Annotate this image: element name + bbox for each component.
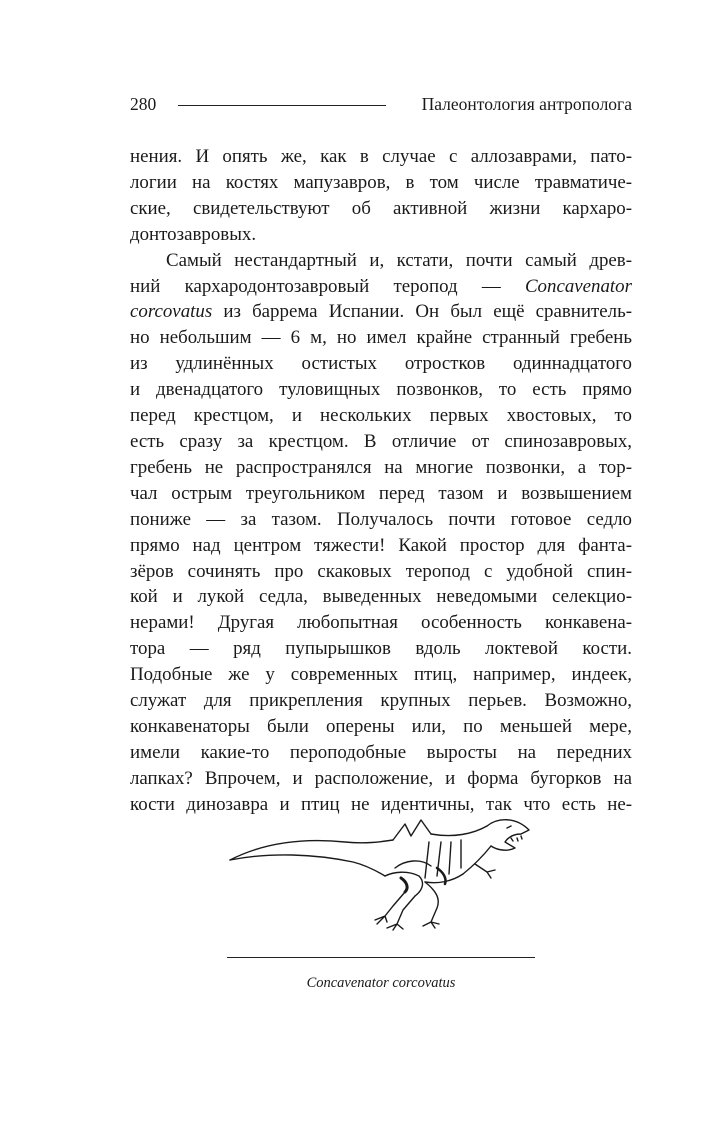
text-line: лапках? Впрочем, и расположение, и форма бугорков на xyxy=(130,767,632,789)
running-title: Палеонтология антрополога xyxy=(421,94,632,114)
text-line: чал острым треугольником перед тазом и возвышением xyxy=(130,482,632,504)
species-name: corcovatus xyxy=(130,301,213,323)
text-line: зёров сочинять про скаковых теропод с удобной спин- xyxy=(130,560,632,582)
text-line: нения. И опять же, как в случае с аллозаврами, пато- xyxy=(130,146,632,167)
text-line xyxy=(130,299,632,325)
dinosaur-illustration xyxy=(225,812,535,932)
text-line: перед крестцом, и нескольких первых хвостовых, то xyxy=(130,405,632,427)
text-line: пониже — за тазом. Получалось почти готовое седло xyxy=(130,508,632,530)
body-text xyxy=(130,144,632,818)
text-line: гребень не распространялся на многие позвонки, а тор- xyxy=(130,456,632,478)
text-line xyxy=(130,274,632,300)
text-line: служат для прикрепления крупных перьев. Возможно, xyxy=(130,690,632,712)
text-fragment: из баррема Испании. Он был ещё сравнитель- xyxy=(223,301,632,323)
text-line: есть сразу за крестцом. В отличие от спинозавровых, xyxy=(130,430,632,452)
running-header xyxy=(130,94,632,124)
header-rule xyxy=(178,105,386,106)
text-line: имели какие-то пероподобные выросты на передних xyxy=(130,741,632,763)
text-line: нерами! Другая любопытная особенность конкавена- xyxy=(130,612,632,634)
caption-rule xyxy=(227,957,535,958)
figure-caption: Concavenator corcovatus xyxy=(306,975,456,991)
text-line: донтозавровых. xyxy=(130,223,257,245)
text-line: из удлинённых остистых отростков одиннадцатого xyxy=(130,353,632,375)
text-line: кости динозавра и птиц не идентичны, так что есть не- xyxy=(130,793,632,815)
text-line: кой и лукой седла, выведенных неведомыми селекцио- xyxy=(130,586,632,608)
species-name: Concavenator xyxy=(524,275,632,297)
text-line: Подобные же у современных птиц, например, индеек, xyxy=(130,664,632,686)
text-line: прямо над центром тяжести! Какой простор для фанта- xyxy=(130,534,632,556)
page-number: 280 xyxy=(130,94,157,114)
text-line: логии на костях мапузавров, в том числе травматиче- xyxy=(130,171,632,193)
text-line: конкавенаторы были оперены или, по меньшей мере, xyxy=(130,715,632,737)
text-line: Самый нестандартный и, кстати, почти самый древ- xyxy=(166,249,632,271)
text-fragment: ний кархародонтозавровый теропод — xyxy=(130,275,501,297)
text-line: но небольшим — 6 м, но имел крайне странный гребень xyxy=(130,327,632,349)
text-line: и двенадцатого туловищных позвонков, то есть прямо xyxy=(130,379,632,401)
text-line: ские, свидетельствуют об активной жизни кархаро- xyxy=(130,197,632,219)
text-line: тора — ряд пупырышков вдоль локтевой кости. xyxy=(130,638,632,660)
